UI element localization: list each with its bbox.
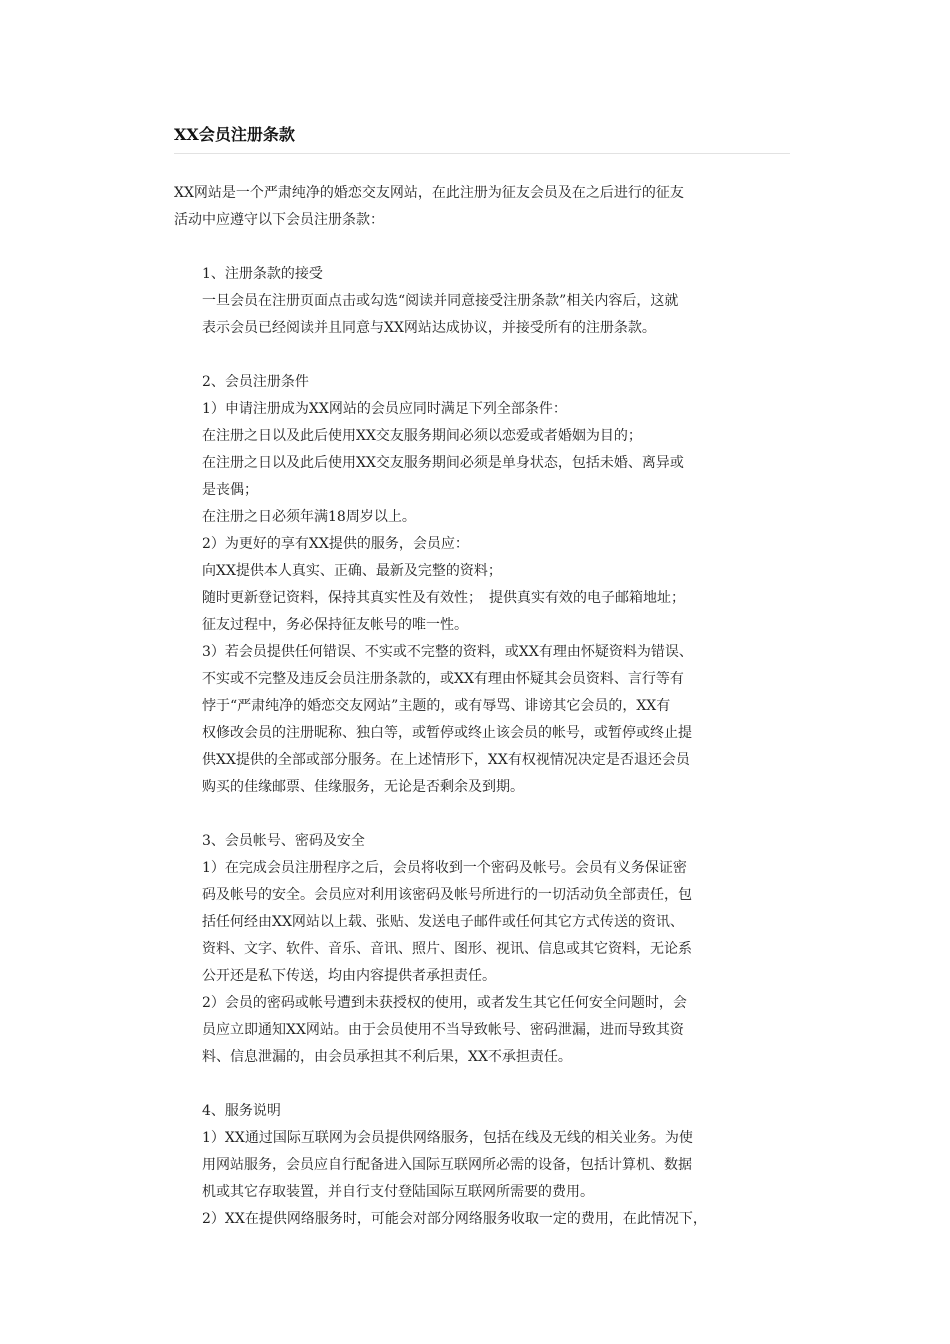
- section-heading: 1、注册条款的接受: [202, 266, 323, 282]
- section-line: 在注册之日必须年满18周岁以上。: [202, 509, 416, 525]
- section-line: 料、信息泄漏的，由会员承担其不利后果，XX不承担责任。: [202, 1049, 572, 1065]
- section-line: 随时更新登记资料，保持其真实性及有效性； 提供真实有效的电子邮箱地址；: [202, 590, 685, 606]
- section-line: 码及帐号的安全。会员应对利用该密码及帐号所进行的一切活动负全部责任，包: [202, 887, 692, 903]
- section-line: 不实或不完整及违反会员注册条款的，或XX有理由怀疑其会员资料、言行等有: [202, 671, 684, 687]
- section-service-description: [174, 1098, 790, 1233]
- intro-line: 活动中应遵守以下会员注册条款：: [174, 212, 384, 228]
- section-line: 一旦会员在注册页面点击或勾选“阅读并同意接受注册条款”相关内容后，这就: [202, 293, 679, 309]
- section-line: 购买的佳缘邮票、佳缘服务，无论是否剩余及到期。: [202, 779, 524, 795]
- section-line: 征友过程中，务必保持征友帐号的唯一性。: [202, 617, 468, 633]
- section-line: 资料、文字、软件、音乐、音讯、照片、图形、视讯、信息或其它资料，无论系: [202, 941, 692, 957]
- section-heading: 2、会员注册条件: [202, 374, 309, 390]
- document-body: [174, 180, 790, 1233]
- section-line: 括任何经由XX网站以上载、张贴、发送电子邮件或任何其它方式传送的资讯、: [202, 914, 684, 930]
- section-line: 表示会员已经阅读并且同意与XX网站达成协议，并接受所有的注册条款。: [202, 320, 656, 336]
- section-line: 在注册之日以及此后使用XX交友服务期间必须是单身状态，包括未婚、离异或: [202, 455, 684, 471]
- section-line: 机或其它存取装置，并自行支付登陆国际互联网所需要的费用。: [202, 1184, 594, 1200]
- section-line: 2）XX在提供网络服务时，可能会对部分网络服务收取一定的费用，在此情况下，: [202, 1211, 707, 1227]
- section-registration-conditions: [174, 369, 790, 801]
- section-line: 在注册之日以及此后使用XX交友服务期间必须以恋爱或者婚姻为目的；: [202, 428, 642, 444]
- section-line: 权修改会员的注册昵称、独白等，或暂停或终止该会员的帐号，或暂停或终止提: [202, 725, 692, 741]
- section-heading: 4、服务说明: [202, 1103, 281, 1119]
- section-line: 供XX提供的全部或部分服务。在上述情形下，XX有权视情况决定是否退还会员: [202, 752, 690, 768]
- section-line: 1）XX通过国际互联网为会员提供网络服务，包括在线及无线的相关业务。为使: [202, 1130, 693, 1146]
- section-line: 员应立即通知XX网站。由于会员使用不当导致帐号、密码泄漏，进而导致其资: [202, 1022, 684, 1038]
- intro-paragraph: [174, 180, 790, 234]
- intro-line: XX网站是一个严肃纯净的婚恋交友网站，在此注册为征友会员及在之后进行的征友: [174, 185, 684, 201]
- section-line: 1）申请注册成为XX网站的会员应同时满足下列全部条件：: [202, 401, 567, 417]
- section-line: 是丧偶；: [202, 482, 258, 498]
- section-registration-acceptance: [174, 261, 790, 342]
- section-line: 2）会员的密码或帐号遭到未获授权的使用，或者发生其它任何安全问题时，会: [202, 995, 687, 1011]
- section-line: 向XX提供本人真实、正确、最新及完整的资料；: [202, 563, 502, 579]
- section-line: 用网站服务，会员应自行配备进入国际互联网所必需的设备，包括计算机、数据: [202, 1157, 692, 1173]
- section-line: 2）为更好的享有XX提供的服务，会员应：: [202, 536, 469, 552]
- section-line: 公开还是私下传送，均由内容提供者承担责任。: [202, 968, 496, 984]
- section-heading: 3、会员帐号、密码及安全: [202, 833, 365, 849]
- document-title: XX会员注册条款: [174, 125, 295, 144]
- section-account-password-security: [174, 828, 790, 1071]
- section-line: 悖于“严肃纯净的婚恋交友网站”主题的，或有辱骂、诽谤其它会员的，XX有: [202, 698, 671, 714]
- title-divider: [174, 153, 790, 154]
- section-line: 1）在完成会员注册程序之后，会员将收到一个密码及帐号。会员有义务保证密: [202, 860, 687, 876]
- section-line: 3）若会员提供任何错误、不实或不完整的资料，或XX有理由怀疑资料为错误、: [202, 644, 693, 660]
